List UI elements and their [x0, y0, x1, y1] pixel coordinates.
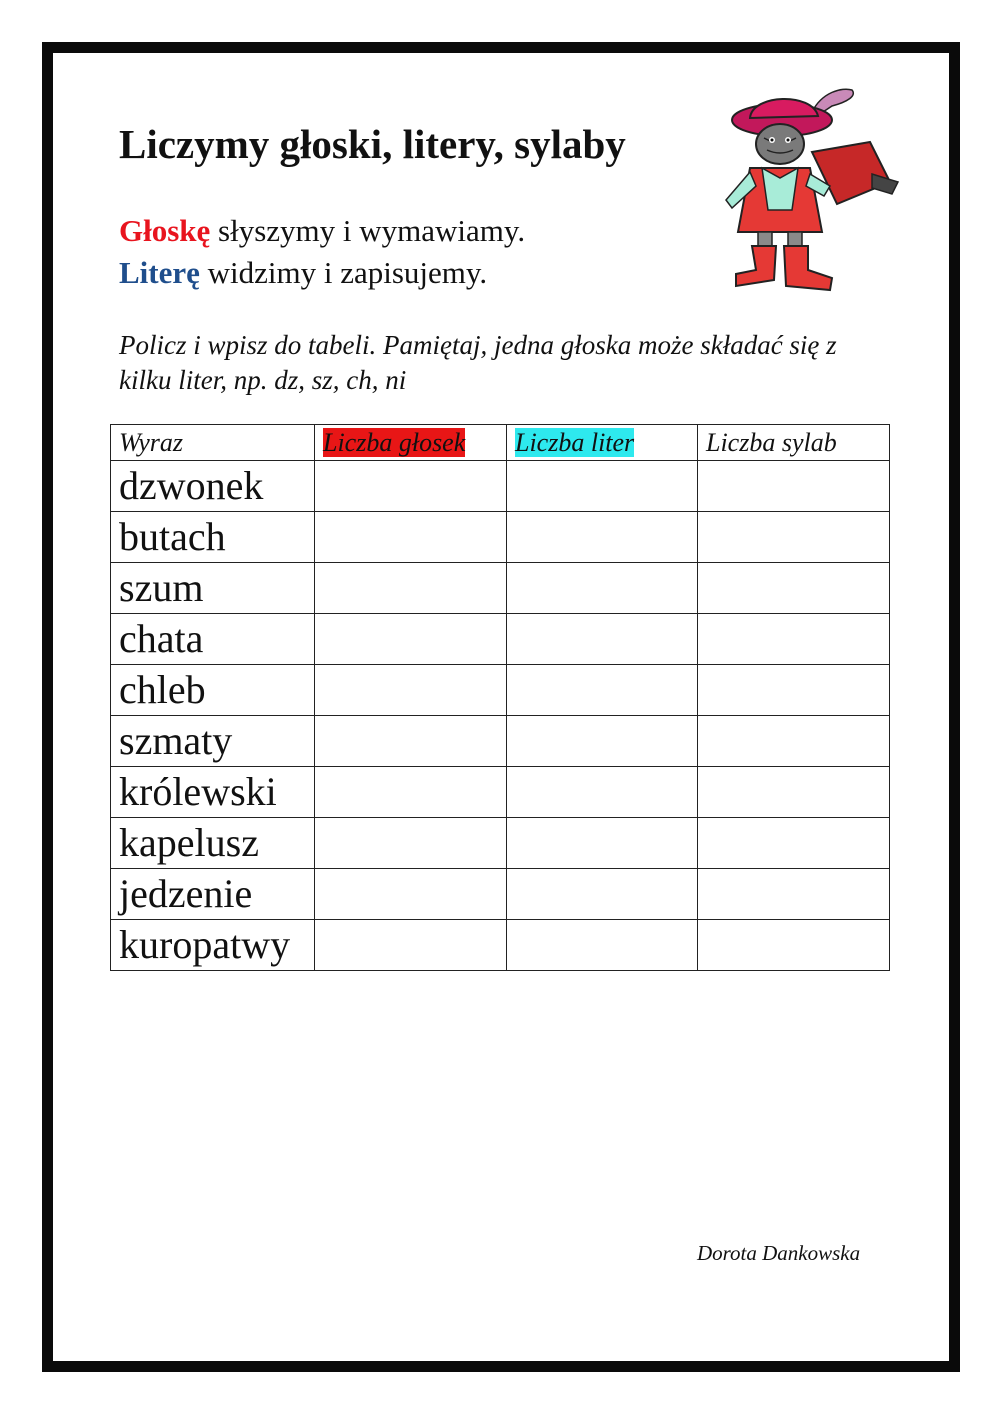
word-cell: jedzenie — [111, 869, 315, 920]
letters-answer-cell[interactable] — [507, 767, 698, 818]
sounds-answer-cell[interactable] — [315, 665, 507, 716]
letters-answer-cell[interactable] — [507, 818, 698, 869]
table-row — [111, 665, 890, 716]
letters-answer-cell[interactable] — [507, 563, 698, 614]
syllables-answer-cell[interactable] — [698, 512, 890, 563]
syllables-answer-cell[interactable] — [698, 767, 890, 818]
letters-answer-cell[interactable] — [507, 461, 698, 512]
term-litera: Literę — [119, 255, 200, 290]
header-syllables: Liczba sylab — [698, 425, 890, 461]
table-row — [111, 614, 890, 665]
sounds-answer-cell[interactable] — [315, 563, 507, 614]
syllables-answer-cell[interactable] — [698, 461, 890, 512]
letters-answer-cell[interactable] — [507, 665, 698, 716]
word-count-table — [110, 424, 890, 971]
word-cell: butach — [111, 512, 315, 563]
syllables-answer-cell[interactable] — [698, 869, 890, 920]
sounds-answer-cell[interactable] — [315, 461, 507, 512]
word-cell: kapelusz — [111, 818, 315, 869]
table-row — [111, 920, 890, 971]
sounds-answer-cell[interactable] — [315, 767, 507, 818]
syllables-answer-cell[interactable] — [698, 818, 890, 869]
word-cell: królewski — [111, 767, 315, 818]
word-cell: szmaty — [111, 716, 315, 767]
syllables-answer-cell[interactable] — [698, 665, 890, 716]
letters-answer-cell[interactable] — [507, 920, 698, 971]
table-row — [111, 767, 890, 818]
syllables-answer-cell[interactable] — [698, 563, 890, 614]
sounds-answer-cell[interactable] — [315, 512, 507, 563]
word-cell: szum — [111, 563, 315, 614]
header-sounds-label: Liczba głosek — [323, 427, 466, 457]
word-cell: kuropatwy — [111, 920, 315, 971]
letters-answer-cell[interactable] — [507, 614, 698, 665]
word-cell: dzwonek — [111, 461, 315, 512]
table-row — [111, 869, 890, 920]
header-sounds — [315, 425, 507, 461]
sounds-answer-cell[interactable] — [315, 920, 507, 971]
author-signature: Dorota Dankowska — [697, 1241, 861, 1265]
definition-gloska — [119, 212, 525, 249]
syllables-answer-cell[interactable] — [698, 716, 890, 767]
header-letters — [507, 425, 698, 461]
table-row — [111, 563, 890, 614]
table-row — [111, 512, 890, 563]
word-cell: chleb — [111, 665, 315, 716]
header-letters-label: Liczba liter — [515, 427, 635, 457]
definition-gloska-text: słyszymy i wymawiamy. — [210, 213, 526, 248]
term-gloska: Głoskę — [119, 213, 211, 248]
sounds-answer-cell[interactable] — [315, 716, 507, 767]
table-header-row — [111, 425, 890, 461]
definition-litera — [119, 254, 487, 291]
letters-answer-cell[interactable] — [507, 716, 698, 767]
definition-litera-text: widzimy i zapisujemy. — [199, 255, 488, 290]
sounds-answer-cell[interactable] — [315, 869, 507, 920]
word-cell: chata — [111, 614, 315, 665]
letters-answer-cell[interactable] — [507, 512, 698, 563]
sounds-answer-cell[interactable] — [315, 818, 507, 869]
puss-in-boots-illustration — [712, 82, 904, 302]
header-word: Wyraz — [111, 425, 315, 461]
sounds-answer-cell[interactable] — [315, 614, 507, 665]
syllables-answer-cell[interactable] — [698, 920, 890, 971]
worksheet-title: Liczymy głoski, litery, sylaby — [119, 121, 626, 167]
syllables-answer-cell[interactable] — [698, 614, 890, 665]
table-row — [111, 818, 890, 869]
instruction-text: Policz i wpisz do tabeli. Pamiętaj, jedna głoska może składać się z kilku liter, np. dz, sz, ch, ni — [119, 330, 837, 395]
table-row — [111, 716, 890, 767]
letters-answer-cell[interactable] — [507, 869, 698, 920]
table-row — [111, 461, 890, 512]
